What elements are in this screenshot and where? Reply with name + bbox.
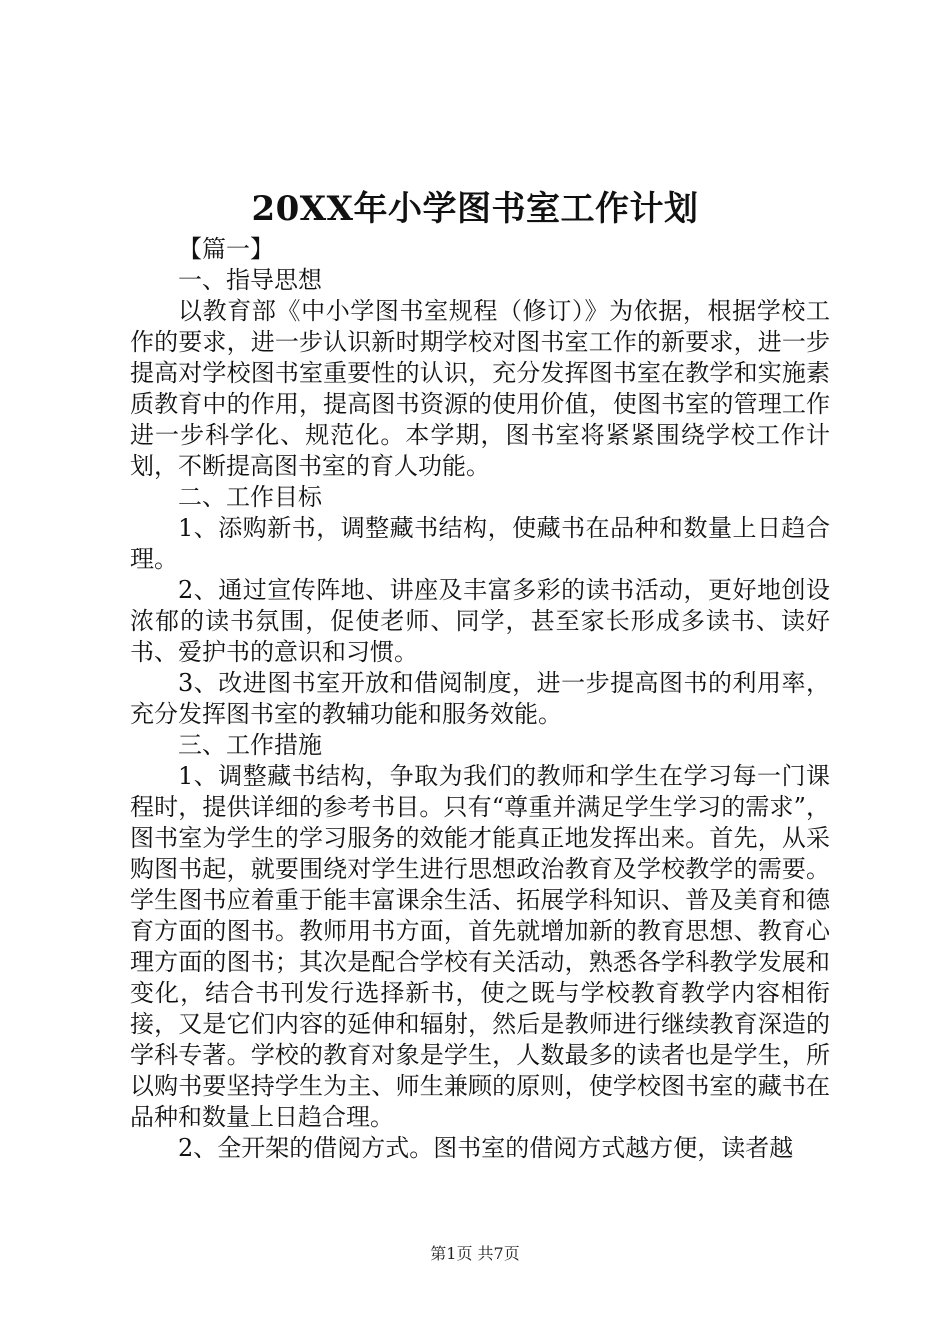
paragraph-goal-3: 3、改进图书室开放和借阅制度，进一步提高图书的利用率，充分发挥图书室的教辅功能和服务效能。 <box>130 669 830 728</box>
paragraph-goal-1: 1、添购新书，调整藏书结构，使藏书在品种和数量上日趋合理。 <box>130 514 830 573</box>
document-title: 20XX年小学图书室工作计划 <box>251 189 699 229</box>
paragraph-measure-2: 2、全开架的借阅方式。图书室的借阅方式越方便，读者越 <box>178 1134 794 1162</box>
paragraph-measure-1: 1、调整藏书结构，争取为我们的教师和学生在学习每一门课程时，提供详细的参考书目。只有“尊重并满足学生学习的需求”，图书室为学生的学习服务的效能才能真正地发挥出来。首先，从采购图书起，就要围绕对学生进行思想政治教育及学校教学的需要。学生图书应着重于能丰富课余生活、拓展学科知识、普及美育和德育方面的图书。教师用书方面，首先就增加新的教育思想、教育心理方面的图书；其次是配合学校有关活动，熟悉各学科教学发展和变化，结合书刊发行选择新书，使之既与学校教育教学内容相衔接，又是它们内容的延伸和辐射，然后是教师进行继续教育深造的学科专著。学校的教育对象是学生，人数最多的读者也是学生，所以购书要坚持学生为主、师生兼顾的原则，使学校图书室的藏书在品种和数量上日趋合理。 <box>130 762 830 1131</box>
page-number-footer: 第1页 共7页 <box>430 1244 520 1263</box>
section-heading-work-measures: 三、工作措施 <box>178 731 322 759</box>
section-heading-guiding-thought: 一、指导思想 <box>178 266 322 294</box>
section-heading-work-goals: 二、工作目标 <box>178 483 322 511</box>
paragraph-goal-2: 2、通过宣传阵地、讲座及丰富多彩的读书活动，更好地创设浓郁的读书氛围，促使老师、同学，甚至家长形成多读书、读好书、爱护书的意识和习惯。 <box>130 576 830 666</box>
paragraph-guiding-thought: 以教育部《中小学图书室规程（修订）》为依据，根据学校工作的要求，进一步认识新时期学校对图书室工作的新要求，进一步提高对学校图书室重要性的认识，充分发挥图书室在教学和实施素质教育中的作用，提高图书资源的使用价值，使图书室的管理工作进一步科学化、规范化。本学期，图书室将紧紧围绕学校工作计划，不断提高图书室的育人功能。 <box>130 297 830 480</box>
section-label: 【篇一】 <box>178 235 274 263</box>
document-body <box>130 234 830 1164</box>
